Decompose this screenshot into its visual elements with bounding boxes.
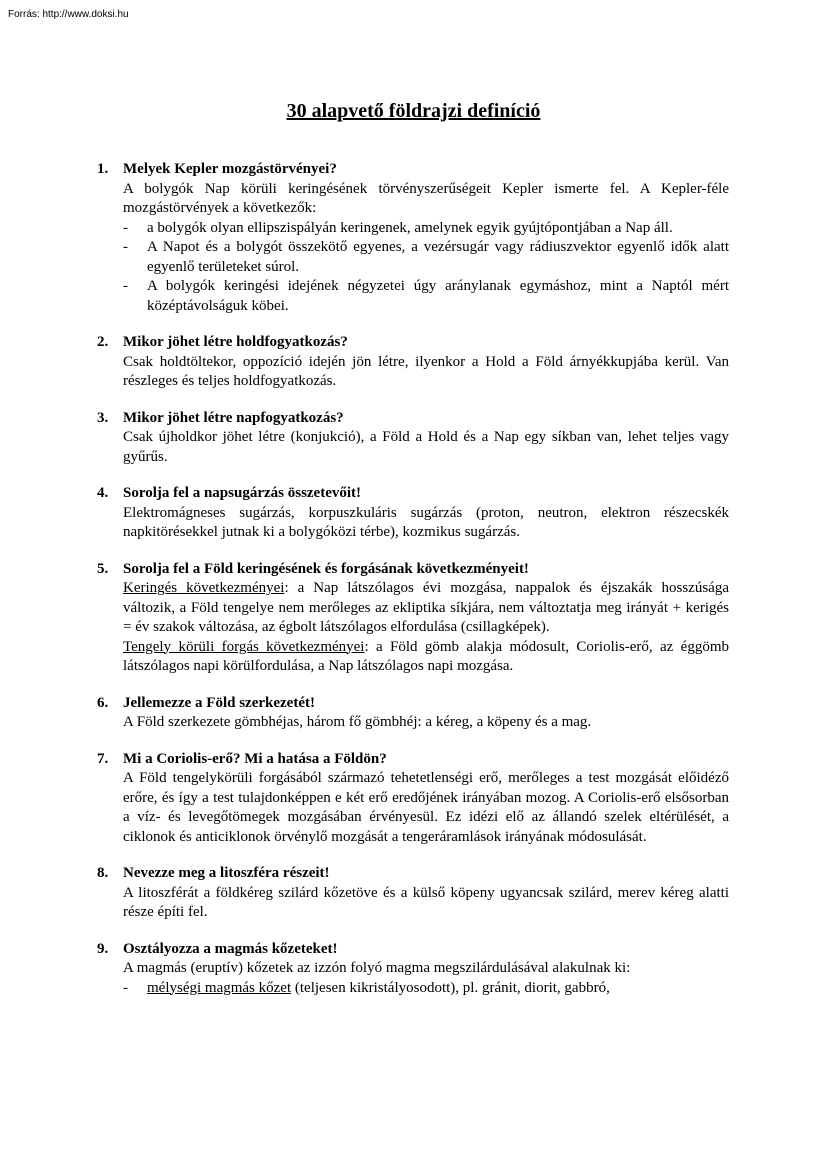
question-5 bbox=[97, 560, 729, 677]
answer-text: A Föld tengelykörüli forgásából származó tehetetlenségi erő, merőleges a test mozgását előidéző erőre, és így a test tulajdonképpen e két erő eredőjének irányában mozog. A Coriolis-erő elsősorban a víz- és levegőtömegek mozgásában érvényesül. Ez idézi elő az állandó szelek eltérülését, a ciklonok és anticiklonok örvénylő mozgását a tengeráramlások irányának módosulását. bbox=[123, 770, 729, 845]
answer-text: A magmás (eruptív) kőzetek az izzón folyó magma megszilárdulásával alakulnak ki: bbox=[123, 960, 631, 976]
underlined-term: Keringés következményei bbox=[123, 580, 285, 596]
list-item bbox=[123, 238, 729, 277]
document-body bbox=[97, 160, 729, 1015]
question-4 bbox=[97, 484, 729, 543]
question-9 bbox=[97, 940, 729, 999]
underlined-term: Tengely körüli forgás következményei bbox=[123, 638, 365, 655]
list-item-text: a bolygók olyan ellipszispályán keringenek, amelynek egyik gyújtópontjában a Nap áll. bbox=[147, 219, 673, 236]
question-heading: Nevezze meg a litoszféra részeit! bbox=[123, 865, 330, 881]
answer-text: A litoszférát a földkéreg szilárd kőzetöve és a külső köpeny ugyancsak szilárd, merev kéreg alatti része építi fel. bbox=[123, 884, 729, 920]
question-number: 6. bbox=[97, 694, 109, 711]
question-heading: Mikor jöhet létre napfogyatkozás? bbox=[123, 409, 344, 426]
list-item-text: A Napot és a bolygót összekötő egyenes, a vezérsugár vagy rádiuszvektor egyenlő idők alatt egyenlő területeket súrol. bbox=[147, 239, 729, 275]
answer-text: A bolygók Nap körüli keringésének törvényszerűségeit Kepler ismerte fel. A Kepler-féle mozgástörvények a következők: bbox=[123, 180, 729, 216]
answer-text bbox=[123, 579, 729, 638]
underlined-term: mélységi magmás kőzet bbox=[147, 979, 292, 996]
question-7 bbox=[97, 750, 729, 848]
question-number: 8. bbox=[97, 865, 109, 881]
answer-text bbox=[123, 638, 729, 677]
list-item-text: A bolygók keringési idejének négyzetei úgy aránylanak egymáshoz, mint a Naptól mért középtávolságuk köbei. bbox=[147, 278, 729, 314]
answer-text: A Föld szerkezete gömbhéjas, három fő gömbhéj: a kéreg, a köpeny és a mag. bbox=[123, 714, 592, 730]
question-heading: Mi a Coriolis-erő? Mi a hatása a Földön? bbox=[123, 750, 387, 767]
question-number: 5. bbox=[97, 560, 109, 577]
bullet-dash: - bbox=[123, 979, 128, 996]
source-label: Forrás: http://www.doksi.hu bbox=[8, 9, 129, 20]
answer-text-rest: : a Nap látszólagos évi mozgása, nappalok és éjszakák hosszúsága változik, a Föld tengelye nem merőleges az ekliptika síkjára, nem változtatja meg irányát + kerigés = év szakok változása, az égbolt látszólagos elfordulása (csillagképek). bbox=[123, 580, 729, 635]
bullet-dash: - bbox=[123, 219, 128, 236]
question-1 bbox=[97, 160, 729, 316]
list-item bbox=[123, 979, 729, 999]
question-number: 4. bbox=[97, 485, 109, 501]
question-8 bbox=[97, 864, 729, 923]
question-number: 9. bbox=[97, 940, 109, 957]
question-2 bbox=[97, 333, 729, 392]
question-heading: Sorolja fel a Föld keringésének és forgásának következményeit! bbox=[123, 560, 529, 577]
question-number: 7. bbox=[97, 750, 109, 767]
question-heading: Jellemezze a Föld szerkezetét! bbox=[123, 694, 315, 711]
answer-text-rest: : a Föld gömb alakja módosult, Coriolis-erő, az éggömb látszólagos napi körülfordulása, a Nap látszólagos napi mozgása. bbox=[123, 638, 729, 674]
list-item-text: (teljesen kikristályosodott), pl. gránit, diorit, gabbró, bbox=[291, 979, 610, 996]
list-item bbox=[123, 277, 729, 316]
answer-text: Elektromágneses sugárzás, korpuszkuláris sugárzás (proton, neutron, elektron részecskék napkitörésekkel jutnak ki a bolygóközi térbe), kozmikus sugárzás. bbox=[123, 504, 729, 540]
page-title: 30 alapvető földrajzi definíció bbox=[286, 100, 541, 122]
question-number: 2. bbox=[97, 334, 109, 350]
bullet-dash: - bbox=[123, 239, 128, 255]
question-number: 3. bbox=[97, 409, 109, 426]
list-item bbox=[123, 219, 729, 239]
question-number: 1. bbox=[97, 161, 109, 177]
bullet-dash: - bbox=[123, 278, 128, 294]
answer-text: Csak holdtöltekor, oppozíció idején jön létre, ilyenkor a Hold a Föld árnyékkupjába kerül. Van részleges és teljes holdfogyatkozás. bbox=[123, 353, 729, 389]
question-heading: Mikor jöhet létre holdfogyatkozás? bbox=[123, 334, 348, 350]
question-heading: Melyek Kepler mozgástörvényei? bbox=[123, 161, 337, 177]
question-6 bbox=[97, 694, 729, 733]
question-3 bbox=[97, 409, 729, 468]
question-heading: Osztályozza a magmás kőzeteket! bbox=[123, 940, 338, 957]
answer-text: Csak újholdkor jöhet létre (konjukció), a Föld a Hold és a Nap egy síkban van, lehet teljes vagy gyűrűs. bbox=[123, 429, 729, 465]
question-heading: Sorolja fel a napsugárzás összetevőit! bbox=[123, 485, 362, 501]
